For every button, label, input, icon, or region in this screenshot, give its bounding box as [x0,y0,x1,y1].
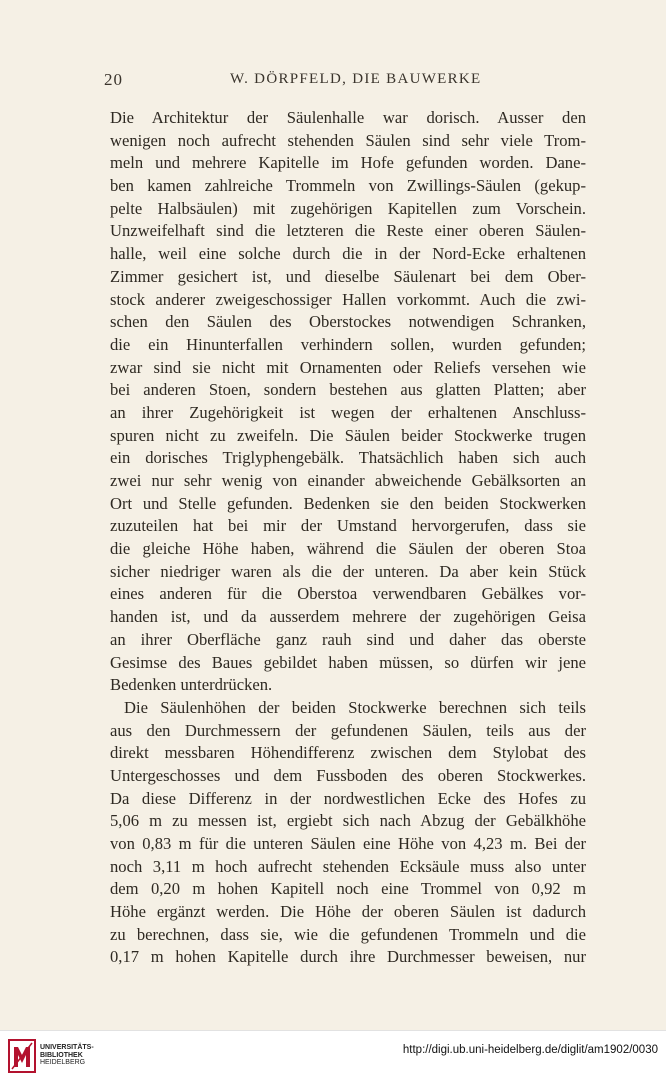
page-number: 20 [104,70,123,89]
library-name-line: HEIDELBERG [40,1059,86,1066]
text-line: sicher niedriger waren als die der unteren. Da aber kein Stück [110,561,586,581]
text-line: handen ist, und da ausserdem mehrere der zugehörigen Geisa [110,607,586,627]
text-line: Untergeschosses und dem Fussboden des oberen Stockwerkes. [110,765,586,785]
text-line: 5,06 m zu messen ist, ergiebt sich nach Abzug der Gebälkhöhe [110,811,586,831]
text-line: die ein Hinunterfallen verhindern sollen, wurden gefunden; [110,334,586,354]
text-line: dem 0,20 m hohen Kapitell noch eine Trommel von 0,92 m [110,879,586,899]
text-line: stock anderer zweigeschossiger Hallen vorkommt. Auch die zwi- [110,289,586,309]
text-line: bei anderen Stoen, sondern bestehen aus glatten Platten; aber [110,380,586,400]
library-name-line: BIBLIOTHEK [40,1051,83,1059]
source-url-link[interactable]: http://digi.ub.uni-heidelberg.de/diglit/am1902/0030 [402,1044,658,1056]
text-line: Höhe ergänzt werden. Die Höhe der oberen Säulen ist dadurch [110,902,586,922]
text-line: Zimmer gesichert ist, und dieselbe Säulenart bei dem Ober- [110,266,586,286]
text-line: direkt messbaren Höhendifferenz zwischen dem Stylobat des [110,743,586,763]
text-line: pelte Halbsäulen) mit zugehörigen Kapitellen zum Vorschein. [110,198,586,218]
library-name [40,1044,94,1067]
body-text [110,107,586,969]
text-line: Bedenken unterdrücken. [110,675,273,695]
text-line: zwar sind sie nicht mit Ornamenten oder Reliefs versehen wie [110,357,586,377]
text-line: spuren nicht zu zweifeln. Die Säulen beider Stockwerke trugen [110,425,586,445]
text-line: von 0,83 m für die unteren Säulen eine Höhe von 4,23 m. Bei der [110,834,586,853]
text-line: halle, weil eine solche durch die in der Nord-Ecke erhaltenen [110,244,586,264]
text-line: ben kamen zahlreiche Trommeln von Zwillings-Säulen (gekup- [110,176,586,196]
text-line: schen den Säulen des Oberstockes notwendigen Schranken, [110,312,586,332]
text-line: Ort und Stelle gefunden. Bedenken sie den beiden Stockwerken [110,493,586,513]
text-line: an ihrer Oberfläche ganz rauh sind und daher das oberste [110,629,586,649]
text-line: an ihrer Zugehörigkeit ist wegen der erhaltenen Anschluss- [110,402,586,422]
text-line: eines anderen für die Oberstoa verwendbaren Gebälkes vor- [110,584,586,604]
text-line: zwei nur sehr wenig von einander abweichende Gebälksorten an [110,471,586,490]
text-line: meln und mehrere Kapitelle im Hofe gefunden worden. Dane- [110,153,586,173]
text-line: zu berechnen, dass sie, wie die gefundenen Trommeln und die [110,924,586,944]
text-line: Die Architektur der Säulenhalle war dorisch. Ausser den [110,108,586,127]
library-name-line: UNIVERSITÄTS- [40,1044,94,1051]
text-line-paragraph-start: Die Säulenhöhen der beiden Stockwerke berechnen sich teils [124,697,586,717]
text-line: noch 3,11 m hoch aufrecht stehenden Ecksäule muss also unter [110,856,586,876]
running-title: W. DÖRPFELD, DIE BAUWERKE [230,71,482,87]
text-line: 0,17 m hohen Kapitelle durch ihre Durchmesser beweisen, nur [110,947,586,967]
heidelberg-library-logo-icon [8,1039,36,1073]
text-line: ein dorisches Triglyphengebälk. Thatsächlich haben sich auch [110,448,586,468]
text-line: aus den Durchmessern der gefundenen Säulen, teils aus der [110,720,586,740]
text-line: Unzweifelhaft sind die letzteren die Reste einer oberen Säulen- [110,221,586,241]
text-line: wenigen noch aufrecht stehenden Säulen sind sehr viele Trom- [110,130,586,150]
text-line: zuzuteilen hat bei mir der Umstand hervorgerufen, dass sie [110,516,586,536]
page-header [104,70,584,94]
text-line: Gesimse des Baues gebildet haben müssen, so dürfen wir jene [110,652,586,672]
text-line: die gleiche Höhe haben, während die Säulen der oberen Stoa [110,539,586,559]
viewer-footer [0,1030,666,1080]
text-line: Da diese Differenz in der nordwestlichen Ecke des Hofes zu [110,788,586,808]
